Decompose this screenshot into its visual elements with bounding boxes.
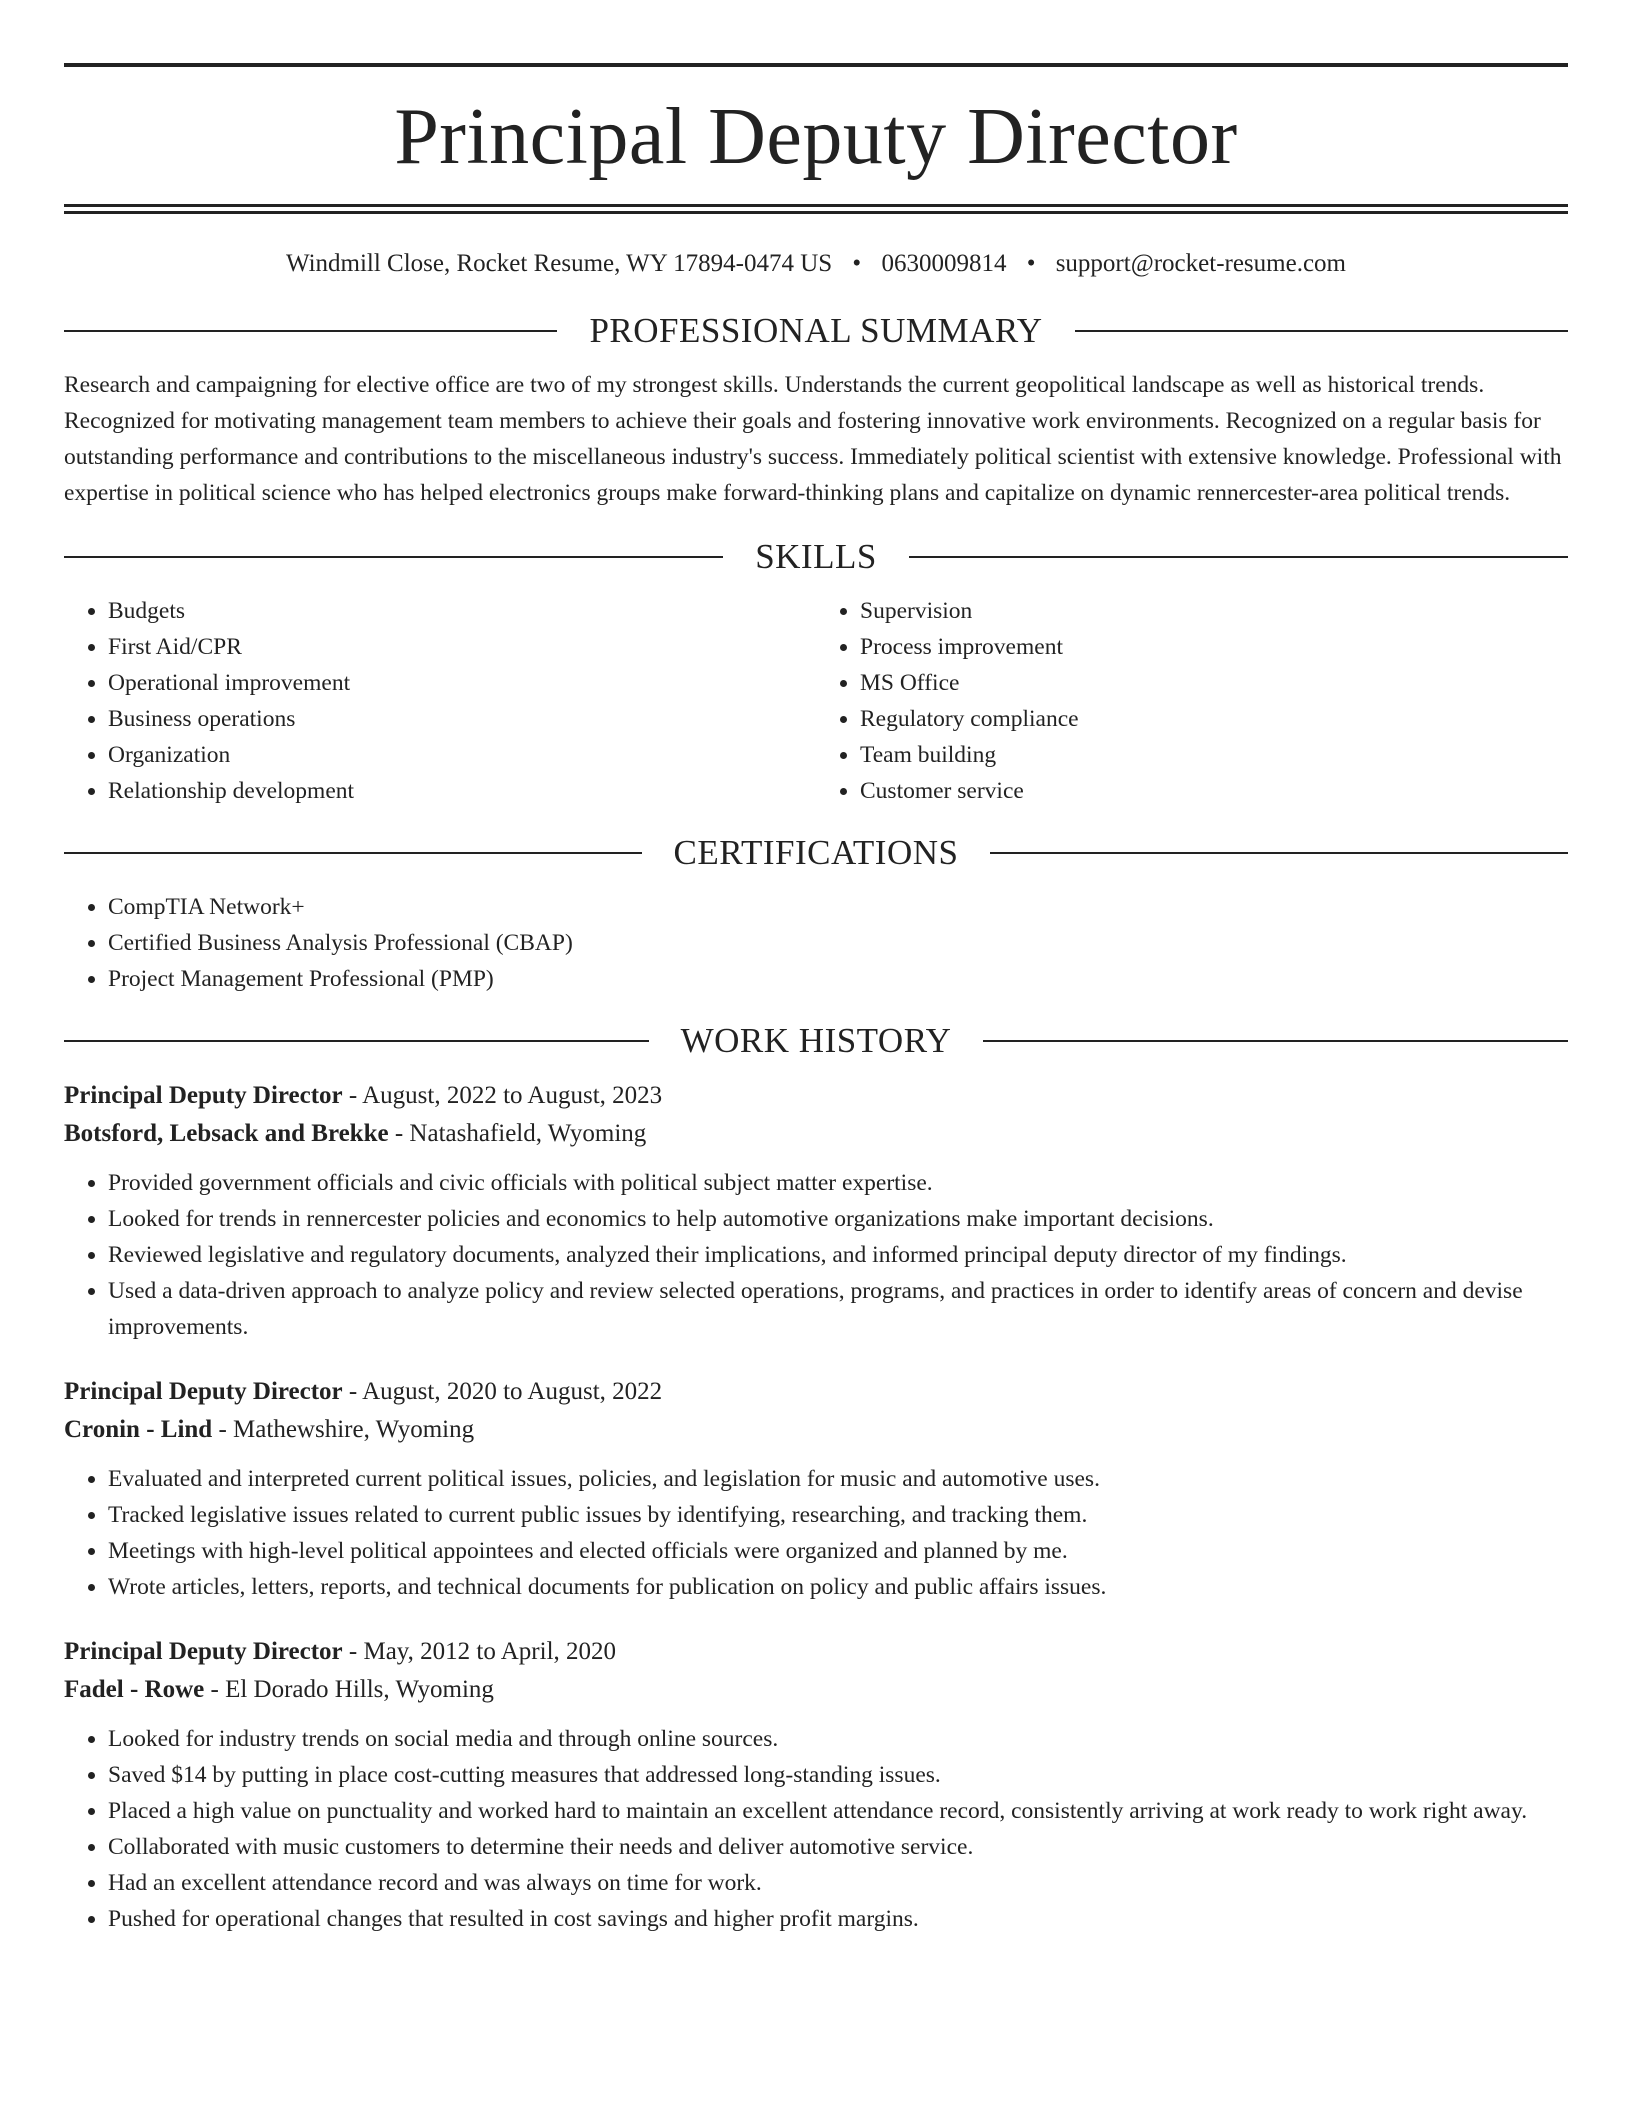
job-bullet: • Provided government officials and civic officials with political subject matter expertise.: [108, 1165, 1568, 1201]
skills-list-left: [64, 593, 816, 809]
summary-text: Research and campaigning for elective office are two of my strongest skills. Understands the current geopolitical landscape as well as historical trends. Recognized for motivating management team members to achieve their goals and fostering innovative work environments. Recognized on a regular basis for outstanding performance and contributions to the miscellaneous industry's success. Immediately political scientist with extensive knowledge. Professional with expertise in political science who has helped electronics groups make forward-thinking plans and capitalize on dynamic rennercester-area political trends.: [64, 372, 1562, 506]
skill-item: • Supervision: [860, 593, 1568, 629]
skill-item: • Budgets: [108, 593, 816, 629]
certifications-heading: [64, 831, 1568, 875]
job-bullets: [64, 1721, 1568, 1937]
contact-email: support@rocket-resume.com: [1055, 250, 1346, 277]
job-bullet: • Evaluated and interpreted current political issues, policies, and legislation for music and automotive uses.: [108, 1461, 1568, 1497]
skill-item: • Customer service: [860, 773, 1568, 809]
job-company-line: Cronin - Lind - Mathewshire, Wyoming: [64, 1415, 475, 1443]
job-bullet: • Used a data-driven approach to analyze policy and review selected operations, programs, and practices in order to identify areas of concern and devise improvements.: [108, 1273, 1568, 1345]
heading-rule-right: [1075, 330, 1568, 332]
job-bullets: [64, 1461, 1568, 1605]
job-role: Principal Deputy Director: [64, 1081, 343, 1109]
certifications-title: CERTIFICATIONS: [673, 832, 959, 872]
work-heading: [64, 1019, 1568, 1063]
job-bullet: • Reviewed legislative and regulatory documents, analyzed their implications, and informed principal deputy director of my findings.: [108, 1237, 1568, 1273]
heading-rule-right: [990, 852, 1568, 854]
skill-item: • MS Office: [860, 665, 1568, 701]
skill-item: • Operational improvement: [108, 665, 816, 701]
certifications-list: [64, 889, 1568, 997]
double-rule: [64, 204, 1568, 214]
job-bullet: • Collaborated with music customers to determine their needs and deliver automotive service.: [108, 1829, 1568, 1865]
job-entry: [64, 1633, 1568, 1937]
work-title: WORK HISTORY: [680, 1020, 952, 1060]
contact-line: [64, 249, 1568, 279]
contact-separator: •: [1026, 250, 1036, 277]
certification-item: • Project Management Professional (PMP): [108, 961, 1568, 997]
job-location: Natashafield, Wyoming: [409, 1119, 647, 1147]
skill-item: • Team building: [860, 737, 1568, 773]
job-company: Botsford, Lebsack and Brekke: [64, 1119, 389, 1147]
certification-item: • Certified Business Analysis Professional (CBAP): [108, 925, 1568, 961]
skill-item: • Regulatory compliance: [860, 701, 1568, 737]
job-dates: August, 2022 to August, 2023: [362, 1081, 663, 1109]
job-company-line: Botsford, Lebsack and Brekke - Natashafield, Wyoming: [64, 1119, 647, 1147]
summary-heading: [64, 309, 1568, 353]
job-company: Cronin - Lind: [64, 1415, 213, 1443]
job-bullet: • Pushed for operational changes that resulted in cost savings and higher profit margins.: [108, 1901, 1568, 1937]
job-bullet: • Meetings with high-level political appointees and elected officials were organized and planned by me.: [108, 1533, 1568, 1569]
job-bullet: • Tracked legislative issues related to current public issues by identifying, researching, and tracking them.: [108, 1497, 1568, 1533]
skill-item: • Organization: [108, 737, 816, 773]
resume-page: [64, 0, 1568, 1937]
job-bullets: [64, 1165, 1568, 1345]
job-company: Fadel - Rowe: [64, 1675, 205, 1703]
job-bullet: • Looked for industry trends on social media and through online sources.: [108, 1721, 1568, 1757]
job-bullet: • Looked for trends in rennercester policies and economics to help automotive organizations make important decisions.: [108, 1201, 1568, 1237]
job-role-line: Principal Deputy Director - August, 2022 to August, 2023: [64, 1081, 663, 1109]
skills-list-right: [816, 593, 1568, 809]
job-dates: May, 2012 to April, 2020: [363, 1637, 617, 1665]
heading-rule-left: [64, 556, 723, 558]
heading-rule-right: [909, 556, 1568, 558]
job-role: Principal Deputy Director: [64, 1377, 343, 1405]
skills-columns: [64, 593, 1568, 809]
job-location: Mathewshire, Wyoming: [233, 1415, 475, 1443]
contact-separator: •: [852, 250, 862, 277]
job-role-line: Principal Deputy Director - May, 2012 to April, 2020: [64, 1637, 617, 1665]
candidate-name: Principal Deputy Director: [394, 93, 1238, 181]
job-dates: August, 2020 to August, 2022: [362, 1377, 663, 1405]
job-location: El Dorado Hills, Wyoming: [225, 1675, 494, 1703]
job-bullet: • Saved $14 by putting in place cost-cutting measures that addressed long-standing issues.: [108, 1757, 1568, 1793]
heading-rule-left: [64, 330, 557, 332]
skill-item: • First Aid/CPR: [108, 629, 816, 665]
job-role-line: Principal Deputy Director - August, 2020 to August, 2022: [64, 1377, 663, 1405]
certification-item: • CompTIA Network+: [108, 889, 1568, 925]
contact-phone: 0630009814: [881, 250, 1007, 277]
skill-item: • Process improvement: [860, 629, 1568, 665]
skills-heading: [64, 535, 1568, 579]
skill-item: • Business operations: [108, 701, 816, 737]
contact-address: Windmill Close, Rocket Resume, WY 17894-0474 US: [285, 250, 833, 277]
skills-title: SKILLS: [755, 536, 877, 576]
job-bullet: • Placed a high value on punctuality and worked hard to maintain an excellent attendance record, consistently arriving at work ready to work right away.: [108, 1793, 1568, 1829]
summary-title: PROFESSIONAL SUMMARY: [589, 311, 1043, 350]
skill-item: • Relationship development: [108, 773, 816, 809]
heading-rule-left: [64, 1040, 649, 1042]
job-company-line: Fadel - Rowe - El Dorado Hills, Wyoming: [64, 1675, 494, 1703]
job-role: Principal Deputy Director: [64, 1637, 343, 1665]
heading-rule-left: [64, 852, 642, 854]
job-bullet: • Had an excellent attendance record and was always on time for work.: [108, 1865, 1568, 1901]
job-entry: [64, 1077, 1568, 1345]
heading-rule-right: [983, 1040, 1568, 1042]
job-bullet: • Wrote articles, letters, reports, and technical documents for publication on policy and public affairs issues.: [108, 1569, 1568, 1605]
job-entry: [64, 1373, 1568, 1605]
